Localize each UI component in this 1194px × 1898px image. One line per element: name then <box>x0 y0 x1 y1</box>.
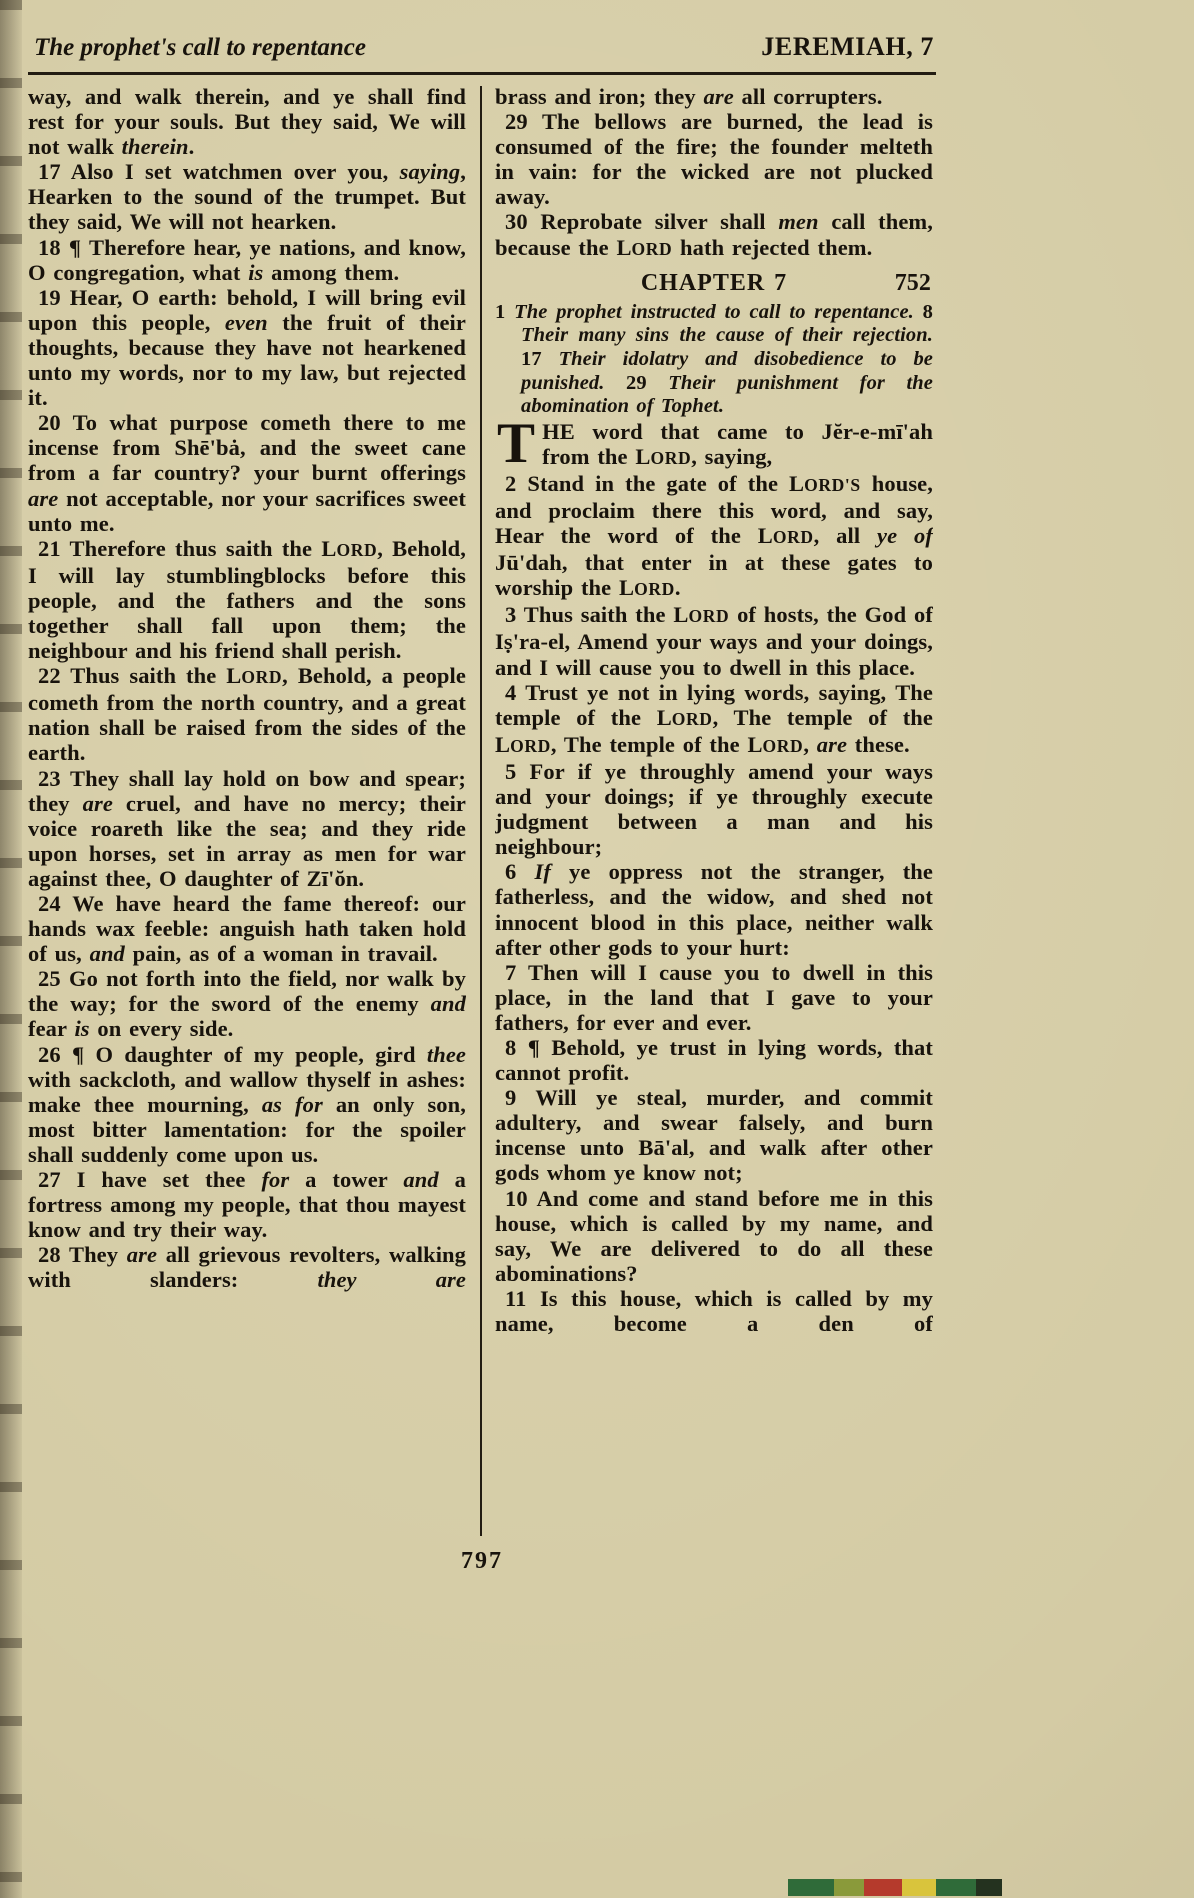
verse-paragraph: 7 Then will I cause you to dwell in this place, in the land that I gave to your fathers, for ever and ever. <box>495 959 933 1035</box>
verse-paragraph: 22 Thus saith the LORD, Behold, a people cometh from the north country, and a great nation shall be raised from the sides of the earth. <box>28 663 466 766</box>
verse-paragraph: 9 Will ye steal, murder, and commit adultery, and swear falsely, and burn incense unto Bā'al, and walk after other gods whom ye know not; <box>495 1085 933 1186</box>
chapter-heading-row <box>495 271 933 296</box>
left-column <box>28 84 466 1536</box>
divine-name: LORD <box>656 704 713 730</box>
verse-paragraph: 20 To what purpose cometh there to me incense from Shē'bȧ, and the sweet cane from a far country? your burnt offerings are not acceptable, nor your sacrifices sweet unto me. <box>28 410 466 536</box>
verse-paragraph: 18 ¶ Therefore hear, ye nations, and know, O congregation, what is among them. <box>28 234 466 285</box>
page-gutter-shadow <box>0 0 22 1898</box>
verse-paragraph: 3 Thus saith the LORD of hosts, the God of Iṣ'ra-el, Amend your ways and your doings, and I will cause you to dwell in this place. <box>495 602 933 680</box>
verse-paragraph: 24 We have heard the fame thereof: our hands wax feeble: anguish hath taken hold of us, and pain, as of a woman in travail. <box>28 891 466 967</box>
divine-name: LORD <box>226 663 283 689</box>
right-column <box>495 84 933 1536</box>
verse-paragraph: THE word that came to Jĕr-e-mī'ah from the LORD, saying, <box>497 411 933 475</box>
verse-paragraph: 27 I have set thee for a tower and a fortress among my people, that thou mayest know and try their way. <box>28 1167 466 1243</box>
verse-paragraph: 11 Is this house, which is called by my name, become a den of <box>495 1285 933 1336</box>
verse-paragraph: 25 Go not forth into the field, nor walk by the way; for the sword of the enemy and fear is on every side. <box>28 966 466 1042</box>
continuation-paragraph: way, and walk therein, and ye shall find rest for your souls. But they said, We will not walk therein. <box>28 84 466 160</box>
verse-paragraph: 30 Reprobate silver shall men call them, because the LORD hath rejected them. <box>495 209 933 260</box>
running-head-book-chapter: JEREMIAH, 7 <box>761 32 934 61</box>
color-bar-segment <box>902 1879 936 1896</box>
verse-paragraph: 23 They shall lay hold on bow and spear; they are cruel, and have no mercy; their voice roareth like the sea; and they ride upon horses, set in array as men for war against thee, O daughter of Zī'ŏn. <box>28 765 466 891</box>
color-bar-segment <box>834 1879 864 1896</box>
verse-paragraph: 21 Therefore thus saith the LORD, Behold, I will lay stumblingblocks before this people, and the fathers and the sons together shall fall upon them; the neighbour and his friend shall perish. <box>28 535 466 664</box>
divine-name: LORD <box>495 731 551 757</box>
verse-paragraph: 28 They are all grievous revolters, walking with slanders: they are <box>28 1242 466 1293</box>
page-number: 797 <box>461 1548 503 1574</box>
divine-name: LORD <box>635 443 692 469</box>
verse-paragraph: 19 Hear, O earth: behold, I will bring evil upon this people, even the fruit of their thoughts, because they have not hearkened unto my words, nor to my law, but rejected it. <box>28 284 466 411</box>
summary-verse-number: 1 <box>495 300 506 323</box>
scan-color-bar <box>788 1879 1002 1896</box>
drop-cap: T <box>497 411 536 475</box>
color-bar-segment <box>788 1879 834 1896</box>
verse-paragraph: 8 ¶ Behold, ye trust in lying words, that cannot profit. <box>495 1034 933 1086</box>
color-bar-segment <box>864 1879 902 1896</box>
verse-paragraph: 26 ¶ O daughter of my people, gird thee with sackcloth, and wallow thyself in ashes: make thee mourning, as for an only son, most bitter lamentation: for the spoiler shall suddenly come upon us. <box>28 1041 466 1167</box>
chapter-summary: 1 The prophet instructed to call to repentance. 8 Their many sins the cause of their rejection. 17 Their idolatry and disobedience to be punished. 29 Their punishment for the abomination of Tophet. <box>495 300 933 418</box>
divine-name: LORD <box>616 234 673 260</box>
divine-name: LORD <box>673 602 730 628</box>
divine-name: LORD <box>618 575 675 601</box>
verse-paragraph: 5 For if ye throughly amend your ways and your doings; if ye throughly execute judgment between a man and his neighbour; <box>495 758 933 860</box>
color-bar-segment <box>976 1879 1002 1896</box>
running-head-title: The prophet's call to repentance <box>34 34 366 61</box>
bible-page <box>28 24 936 1575</box>
divine-name: LORD <box>747 731 804 757</box>
divine-name: LORD <box>757 523 814 549</box>
verse-paragraph: 4 Trust ye not in lying words, saying, The temple of the LORD, The temple of the LORD, The temple of the LORD, are these. <box>495 679 933 757</box>
verse-paragraph: 17 Also I set watchmen over you, saying, Hearken to the sound of the trumpet. But they said, We will not hearken. <box>28 159 466 235</box>
verse-paragraph: 2 Stand in the gate of the LORD'S house, and proclaim there this word, and say, Hear the word of the LORD, all ye of Jū'dah, that enter in at these gates to worship the LORD. <box>495 470 933 601</box>
verse-paragraph: 10 And come and stand before me in this house, which is called by my name, and say, We are delivered to do all these abominations? <box>495 1185 933 1286</box>
continuation-paragraph: brass and iron; they are all corrupters. <box>495 84 883 109</box>
chapter-ref-number: 752 <box>894 269 931 296</box>
column-divider <box>480 86 482 1536</box>
divine-name: LORD <box>321 535 378 561</box>
divine-name: LORD'S <box>789 470 861 496</box>
running-head <box>28 24 936 75</box>
text-columns <box>28 84 936 1536</box>
color-bar-segment <box>936 1879 976 1896</box>
chapter-title: CHAPTER 7 <box>640 269 788 296</box>
verse-paragraph: 29 The bellows are burned, the lead is consumed of the fire; the founder melteth in vain: for the wicked are not plucked away. <box>495 109 933 210</box>
verse-paragraph: 6 If ye oppress not the stranger, the fatherless, and the widow, and shed not innocent blood in this place, neither walk after other gods to your hurt: <box>495 859 933 960</box>
